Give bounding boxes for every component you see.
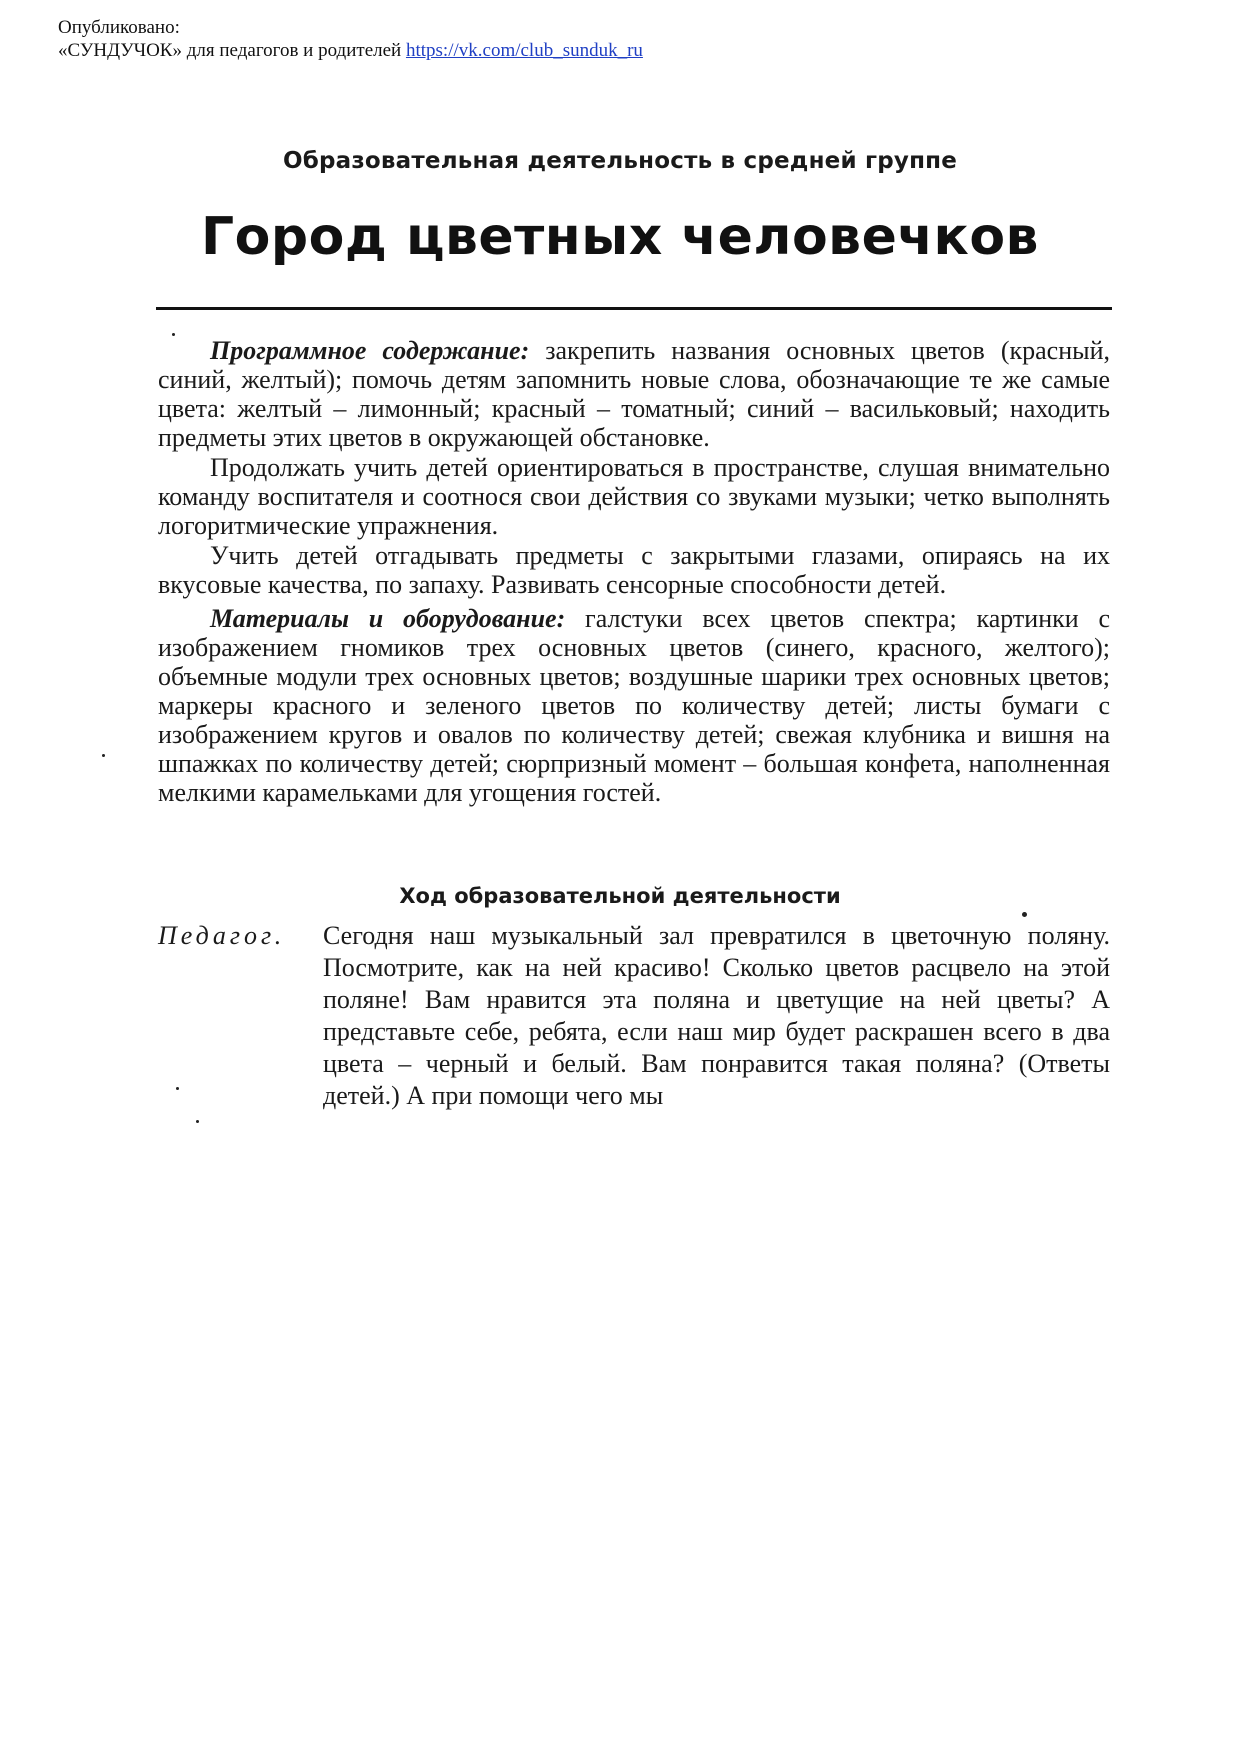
source-line bbox=[58, 39, 643, 62]
document-body bbox=[158, 336, 1110, 807]
paragraph-program bbox=[158, 336, 1110, 452]
publication-note bbox=[58, 16, 643, 62]
published-label: Опубликовано: bbox=[58, 17, 180, 38]
speech-text: Сегодня наш музыкальный зал превратился в цветочную поляну. Посмотрите, как на ней красиво! Сколько цветов расцвело на этой поляне! Вам нравится эта поляна и цветущие на ней цветы? А представьте себе, ребята, если наш мир будет раскрашен всего в два цвета – черный и белый. Вам понравится такая поляна? (Ответы детей.) А при помощи чего мы bbox=[323, 921, 1110, 1110]
paragraph-text: закрепить названия основных цветов (красный, синий, желтый); помочь детям запомнить новые слова, обозначающие те же самые цвета: желтый – лимонный; красный – томатный; синий – васильковый; находить предметы этих цветов в окружающей обстановке. bbox=[158, 336, 1110, 452]
paragraph-senses bbox=[158, 541, 1110, 599]
paragraph-materials bbox=[158, 604, 1110, 807]
scan-speck bbox=[102, 754, 105, 757]
scan-speck bbox=[196, 1120, 199, 1123]
paragraph-lead: Материалы и оборудование: bbox=[210, 604, 566, 633]
paragraph-text: Учить детей отгадывать предметы с закрытыми глазами, опираясь на их вкусовые качества, по запаху. Развивать сенсорные способности детей. bbox=[158, 541, 1110, 599]
paragraph-lead: Программное содержание: bbox=[210, 336, 530, 365]
scan-speck bbox=[1022, 912, 1027, 917]
paragraph-text: Продолжать учить детей ориентироваться в пространстве, слушая внимательно команду воспитателя и соотнося свои действия со звуками музыки; четко выполнять логоритмические упражнения. bbox=[158, 453, 1110, 540]
dialogue-block bbox=[158, 920, 1110, 1112]
paragraph-orientation bbox=[158, 453, 1110, 540]
paragraph-text: галстуки всех цветов спектра; картинки с изображением гномиков трех основных цветов (синего, красного, желтого); объемные модули трех основных цветов; воздушные шарики трех основных цветов; маркеры красного и зеленого цветов по количеству детей; листы бумаги с изображением кругов и овалов по количеству детей; свежая клубника и вишня на шпажках по количеству детей; сюрпризный момент – большая конфета, наполненная мелкими карамельками для угощения гостей. bbox=[158, 604, 1110, 807]
document-title: Город цветных человечков bbox=[201, 207, 1039, 267]
scan-speck bbox=[176, 1087, 179, 1090]
section-heading: Ход образовательной деятельности bbox=[399, 884, 841, 908]
scan-speck bbox=[172, 333, 175, 336]
source-link[interactable]: https://vk.com/club_sunduk_ru bbox=[405, 40, 643, 61]
title-divider bbox=[156, 307, 1112, 310]
document-subtitle: Образовательная деятельность в средней группе bbox=[282, 148, 958, 174]
source-text: «СУНДУЧОК» для педагогов и родителей bbox=[58, 40, 406, 61]
speaker-label: Педагог. bbox=[158, 921, 286, 950]
